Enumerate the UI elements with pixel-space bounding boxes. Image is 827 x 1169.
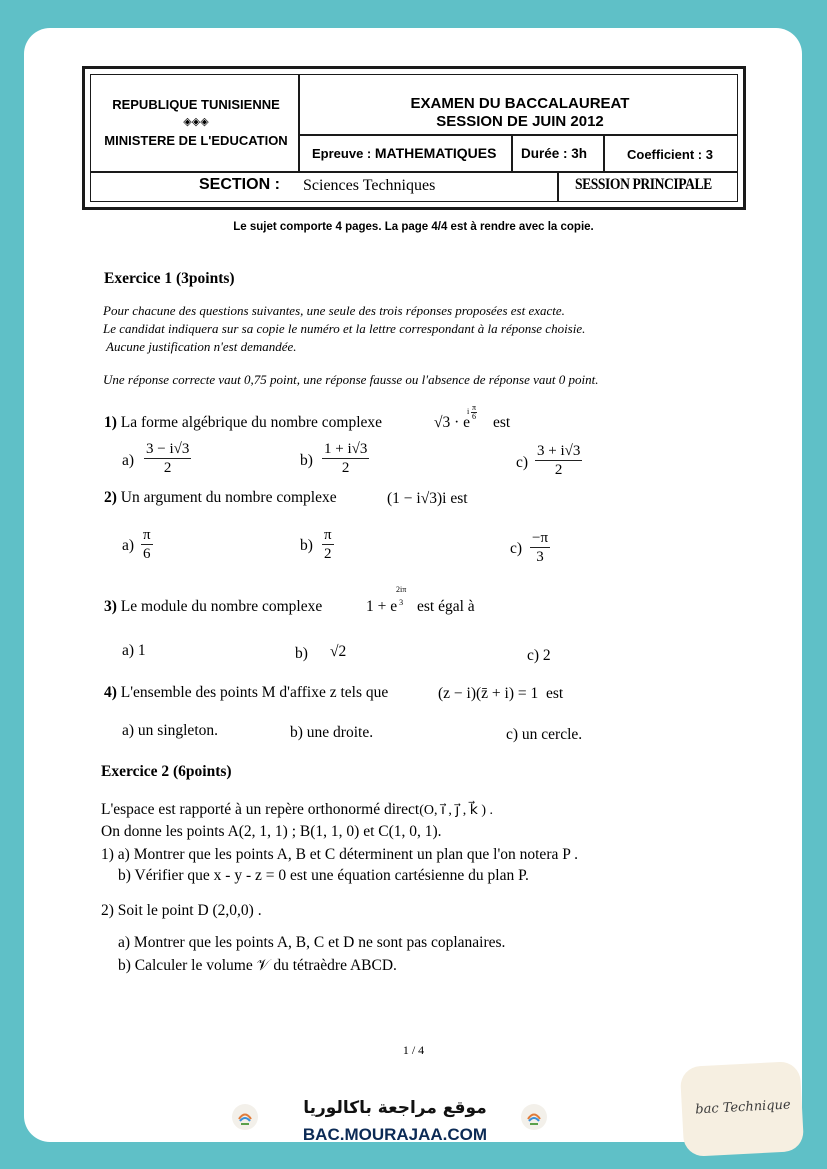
brand-name: bac Technique [694,1097,792,1118]
q2-b-label: b) [300,537,313,554]
section-value: Sciences Techniques [303,177,436,194]
q4-expression: (z − i)(z̄ + i) = 1 est [438,685,564,702]
ex1-instruction-2: Le candidat indiquera sur sa copie le numéro et la lettre correspondant à la réponse choisie. [103,321,586,336]
q2-c-label: c) [510,540,523,557]
section-label: SECTION : [199,176,280,193]
q2-option-b[interactable]: $\frac{\pi}{2}$ [324,527,332,562]
q2-option-c[interactable]: $\frac{-\pi}{3}$ [532,530,549,565]
q4-option-c[interactable]: c) un cercle. [506,726,583,743]
q1-option-c[interactable]: $\frac{3 + i√3}{2}$ [537,443,581,478]
q3-end: est égal à [417,598,475,615]
ornament: ◈◈◈ [183,116,209,128]
q1-exponent: i π 6 [467,403,477,421]
ex1-scoring: Une réponse correcte vaut 0,75 point, une réponse fausse ou l'absence de réponse vaut 0 point. [103,372,599,387]
q3-option-c[interactable]: c) 2 [527,647,551,664]
q3-b-label: b) [295,645,308,662]
q1-statement: 1) La forme algébrique du nombre complexe [104,414,383,431]
q3-option-a[interactable]: a) 1 [122,642,146,659]
ex2-q2a: a) Montrer que les points A, B, C et D ne sont pas coplanaires. [118,934,506,951]
exercise-1-title: Exercice 1 (3points) [104,270,235,287]
q1-c-label: c) [516,454,529,471]
ex2-line-2: On donne les points A(2, 1, 1) ; B(1, 1, 0) et C(1, 0, 1). [101,823,442,840]
ex2-q2: 2) Soit le point D (2,0,0) . [101,902,262,919]
q4-option-a[interactable]: a) un singleton. [122,722,218,739]
subject: Epreuve : MATHEMATIQUES [312,145,497,161]
ex2-q1a: 1) a) Montrer que les points A, B et C déterminent un plan que l'on notera P . [101,846,579,863]
ex1-instruction-3: Aucune justification n'est demandée. [106,339,297,354]
left-logo-icon [232,1104,258,1130]
q4-option-b[interactable]: b) une droite. [290,724,374,741]
ex2-line-1: L'espace est rapporté à un repère orthonormé direct(O, i⃗ , j⃗ , k⃗ ) . [101,801,494,818]
duration: Durée : 3h [521,146,588,161]
country-name: REPUBLIQUE TUNISIENNE [112,97,280,112]
exam-header [82,66,746,210]
q1-option-a[interactable]: $\frac{3 - i√3}{2}$ [146,441,190,476]
q1-end: est [493,414,511,431]
ministry-name: MINISTERE DE L'EDUCATION [104,133,288,148]
ex2-q2b: b) Calculer le volume 𝒱 du tétraèdre ABCD. [118,957,397,974]
site-url[interactable]: BAC.MOURAJAA.COM [302,1125,488,1144]
q1-b-label: b) [300,452,313,469]
q4-statement: 4) L'ensemble des points M d'affixe z tels que [104,684,389,701]
q2-expression: (1 − i√3)i est [387,490,468,507]
ex2-q1b: b) Vérifier que x - y - z = 0 est une équation cartésienne du plan P. [118,867,529,884]
q3-option-b[interactable]: √2 [330,643,347,660]
q1-expression: √3 · e [434,414,471,431]
q1-option-b[interactable]: $\frac{1 + i√3}{2}$ [324,441,368,476]
site-arabic-name[interactable]: موقع مراجعة باكالوريا [303,1098,487,1118]
q3-statement: 3) Le module du nombre complexe [104,598,323,615]
q3-expression: 1 + e [366,598,398,615]
q2-statement: 2) Un argument du nombre complexe [104,489,337,506]
q1-a-label: a) [122,452,135,469]
exam-session: SESSION DE JUIN 2012 [436,113,604,130]
q2-a-label: a) [122,537,135,554]
q3-exponent: 2iπ 3 [396,585,407,607]
exam-title: EXAMEN DU BACCALAUREAT [410,95,630,112]
q2-option-a[interactable]: $\frac{\pi}{6}$ [143,527,151,562]
ex1-instruction-1: Pour chacune des questions suivantes, une seule des trois réponses proposées est exacte. [103,303,565,318]
exercise-2-title: Exercice 2 (6points) [101,763,232,780]
coefficient: Coefficient : 3 [627,147,713,162]
page-number: 1 / 4 [402,1043,425,1057]
page-notice: Le sujet comporte 4 pages. La page 4/4 est à rendre avec la copie. [233,221,594,233]
session-type: SESSION PRINCIPALE [575,176,712,193]
